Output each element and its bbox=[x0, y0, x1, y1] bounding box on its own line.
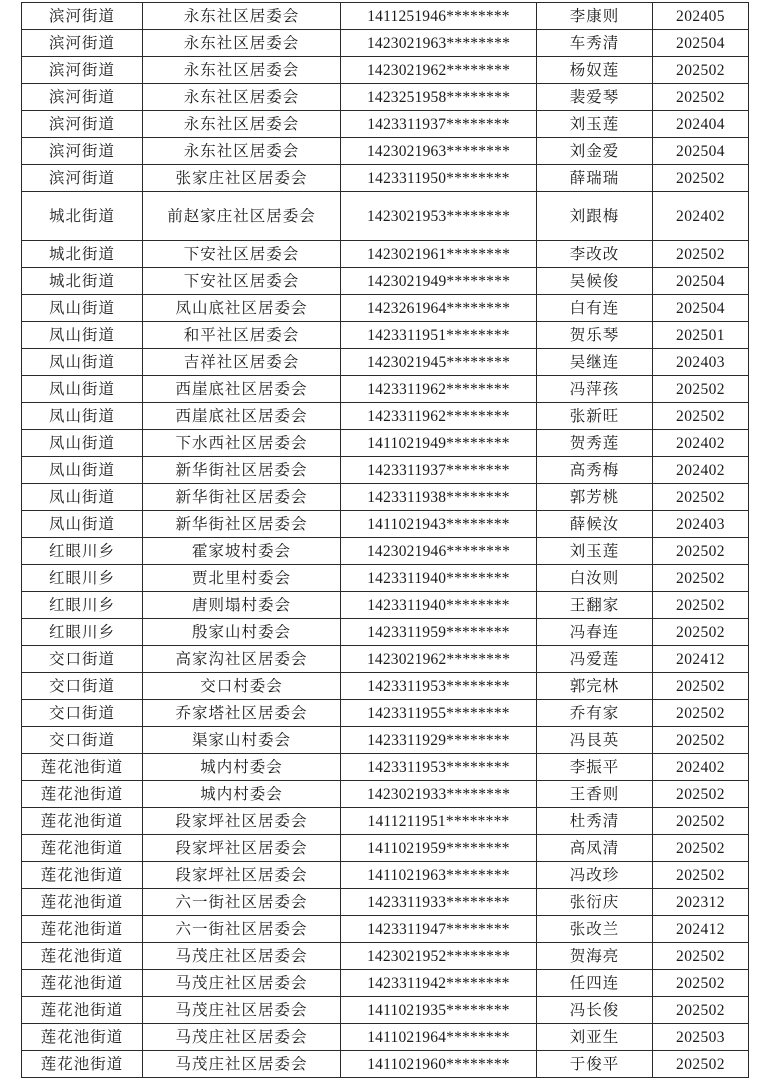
community-cell: 马茂庄社区居委会 bbox=[143, 1051, 341, 1078]
id-number-cell: 1423311953******** bbox=[341, 673, 537, 700]
name-cell: 乔有家 bbox=[537, 700, 653, 727]
community-cell: 城内村委会 bbox=[143, 754, 341, 781]
id-number-cell: 1411251946******** bbox=[341, 3, 537, 30]
name-cell: 刘亚生 bbox=[537, 1024, 653, 1051]
community-cell: 新华街社区居委会 bbox=[143, 484, 341, 511]
community-cell: 马茂庄社区居委会 bbox=[143, 1024, 341, 1051]
community-cell: 殷家山村委会 bbox=[143, 619, 341, 646]
month-cell: 202402 bbox=[653, 192, 749, 241]
month-cell: 202502 bbox=[653, 700, 749, 727]
name-cell: 吴候俊 bbox=[537, 268, 653, 295]
community-cell: 西崖底社区居委会 bbox=[143, 376, 341, 403]
street-cell: 滨河街道 bbox=[22, 57, 143, 84]
month-cell: 202502 bbox=[653, 673, 749, 700]
table-row bbox=[22, 916, 749, 943]
id-number-cell: 1423021952******** bbox=[341, 943, 537, 970]
name-cell: 高凤清 bbox=[537, 835, 653, 862]
name-cell: 刘玉莲 bbox=[537, 111, 653, 138]
street-cell: 滨河街道 bbox=[22, 30, 143, 57]
community-cell: 张家庄社区居委会 bbox=[143, 165, 341, 192]
id-number-cell: 1423311962******** bbox=[341, 403, 537, 430]
id-number-cell: 1411021935******** bbox=[341, 997, 537, 1024]
month-cell: 202502 bbox=[653, 835, 749, 862]
community-cell: 永东社区居委会 bbox=[143, 111, 341, 138]
name-cell: 郭芳桃 bbox=[537, 484, 653, 511]
roster-table bbox=[21, 2, 749, 1078]
community-cell: 下安社区居委会 bbox=[143, 241, 341, 268]
table-row bbox=[22, 565, 749, 592]
roster-body bbox=[22, 3, 749, 1078]
name-cell: 白有连 bbox=[537, 295, 653, 322]
id-number-cell: 1423311962******** bbox=[341, 376, 537, 403]
id-number-cell: 1423311953******** bbox=[341, 754, 537, 781]
table-row bbox=[22, 84, 749, 111]
street-cell: 莲花池街道 bbox=[22, 862, 143, 889]
table-row bbox=[22, 997, 749, 1024]
id-number-cell: 1423021949******** bbox=[341, 268, 537, 295]
month-cell: 202412 bbox=[653, 916, 749, 943]
month-cell: 202402 bbox=[653, 754, 749, 781]
id-number-cell: 1423021962******** bbox=[341, 646, 537, 673]
name-cell: 刘跟梅 bbox=[537, 192, 653, 241]
community-cell: 唐则塌村委会 bbox=[143, 592, 341, 619]
name-cell: 王翻家 bbox=[537, 592, 653, 619]
name-cell: 冯萍孩 bbox=[537, 376, 653, 403]
id-number-cell: 1423021962******** bbox=[341, 57, 537, 84]
table-row bbox=[22, 322, 749, 349]
month-cell: 202502 bbox=[653, 57, 749, 84]
name-cell: 冯长俊 bbox=[537, 997, 653, 1024]
table-row bbox=[22, 403, 749, 430]
id-number-cell: 1423021963******** bbox=[341, 30, 537, 57]
community-cell: 新华街社区居委会 bbox=[143, 511, 341, 538]
table-row bbox=[22, 57, 749, 84]
community-cell: 吉祥社区居委会 bbox=[143, 349, 341, 376]
name-cell: 冯艮英 bbox=[537, 727, 653, 754]
street-cell: 凤山街道 bbox=[22, 349, 143, 376]
community-cell: 贾北里村委会 bbox=[143, 565, 341, 592]
table-row bbox=[22, 889, 749, 916]
street-cell: 凤山街道 bbox=[22, 295, 143, 322]
name-cell: 杨奴莲 bbox=[537, 57, 653, 84]
name-cell: 李康则 bbox=[537, 3, 653, 30]
table-row bbox=[22, 268, 749, 295]
street-cell: 滨河街道 bbox=[22, 165, 143, 192]
month-cell: 202502 bbox=[653, 727, 749, 754]
community-cell: 段家坪社区居委会 bbox=[143, 835, 341, 862]
id-number-cell: 1423311950******** bbox=[341, 165, 537, 192]
street-cell: 滨河街道 bbox=[22, 3, 143, 30]
month-cell: 202402 bbox=[653, 430, 749, 457]
street-cell: 凤山街道 bbox=[22, 430, 143, 457]
id-number-cell: 1423311938******** bbox=[341, 484, 537, 511]
table-row bbox=[22, 138, 749, 165]
table-row bbox=[22, 1024, 749, 1051]
name-cell: 薛候汝 bbox=[537, 511, 653, 538]
table-row bbox=[22, 538, 749, 565]
table-row bbox=[22, 30, 749, 57]
community-cell: 交口村委会 bbox=[143, 673, 341, 700]
month-cell: 202403 bbox=[653, 511, 749, 538]
street-cell: 城北街道 bbox=[22, 268, 143, 295]
name-cell: 贺乐琴 bbox=[537, 322, 653, 349]
street-cell: 红眼川乡 bbox=[22, 565, 143, 592]
month-cell: 202502 bbox=[653, 997, 749, 1024]
month-cell: 202502 bbox=[653, 1051, 749, 1078]
month-cell: 202502 bbox=[653, 484, 749, 511]
table-row bbox=[22, 1051, 749, 1078]
month-cell: 202312 bbox=[653, 889, 749, 916]
month-cell: 202502 bbox=[653, 376, 749, 403]
street-cell: 莲花池街道 bbox=[22, 835, 143, 862]
table-row bbox=[22, 808, 749, 835]
community-cell: 永东社区居委会 bbox=[143, 30, 341, 57]
id-number-cell: 1423311937******** bbox=[341, 457, 537, 484]
street-cell: 莲花池街道 bbox=[22, 781, 143, 808]
name-cell: 于俊平 bbox=[537, 1051, 653, 1078]
table-row bbox=[22, 111, 749, 138]
month-cell: 202502 bbox=[653, 619, 749, 646]
id-number-cell: 1423311947******** bbox=[341, 916, 537, 943]
table-row bbox=[22, 673, 749, 700]
name-cell: 李振平 bbox=[537, 754, 653, 781]
name-cell: 裴爱琴 bbox=[537, 84, 653, 111]
table-row bbox=[22, 430, 749, 457]
community-cell: 六一街社区居委会 bbox=[143, 889, 341, 916]
street-cell: 莲花池街道 bbox=[22, 970, 143, 997]
street-cell: 凤山街道 bbox=[22, 403, 143, 430]
name-cell: 高秀梅 bbox=[537, 457, 653, 484]
street-cell: 红眼川乡 bbox=[22, 538, 143, 565]
street-cell: 滨河街道 bbox=[22, 138, 143, 165]
table-row bbox=[22, 700, 749, 727]
id-number-cell: 1423311955******** bbox=[341, 700, 537, 727]
month-cell: 202402 bbox=[653, 457, 749, 484]
id-number-cell: 1423021946******** bbox=[341, 538, 537, 565]
table-row bbox=[22, 376, 749, 403]
community-cell: 下安社区居委会 bbox=[143, 268, 341, 295]
month-cell: 202502 bbox=[653, 781, 749, 808]
street-cell: 莲花池街道 bbox=[22, 943, 143, 970]
community-cell: 段家坪社区居委会 bbox=[143, 862, 341, 889]
street-cell: 莲花池街道 bbox=[22, 1024, 143, 1051]
community-cell: 下水西社区居委会 bbox=[143, 430, 341, 457]
month-cell: 202504 bbox=[653, 30, 749, 57]
month-cell: 202502 bbox=[653, 862, 749, 889]
month-cell: 202504 bbox=[653, 268, 749, 295]
month-cell: 202404 bbox=[653, 111, 749, 138]
street-cell: 莲花池街道 bbox=[22, 889, 143, 916]
street-cell: 滨河街道 bbox=[22, 84, 143, 111]
id-number-cell: 1411021964******** bbox=[341, 1024, 537, 1051]
table-row bbox=[22, 165, 749, 192]
name-cell: 薛瑞瑞 bbox=[537, 165, 653, 192]
name-cell: 吴继连 bbox=[537, 349, 653, 376]
id-number-cell: 1423311933******** bbox=[341, 889, 537, 916]
street-cell: 城北街道 bbox=[22, 241, 143, 268]
id-number-cell: 1423311942******** bbox=[341, 970, 537, 997]
id-number-cell: 1411021963******** bbox=[341, 862, 537, 889]
community-cell: 霍家坡村委会 bbox=[143, 538, 341, 565]
street-cell: 莲花池街道 bbox=[22, 808, 143, 835]
street-cell: 莲花池街道 bbox=[22, 1051, 143, 1078]
community-cell: 凤山底社区居委会 bbox=[143, 295, 341, 322]
table-row bbox=[22, 484, 749, 511]
month-cell: 202502 bbox=[653, 592, 749, 619]
street-cell: 凤山街道 bbox=[22, 511, 143, 538]
table-row bbox=[22, 511, 749, 538]
community-cell: 马茂庄社区居委会 bbox=[143, 970, 341, 997]
month-cell: 202502 bbox=[653, 943, 749, 970]
street-cell: 凤山街道 bbox=[22, 322, 143, 349]
community-cell: 渠家山村委会 bbox=[143, 727, 341, 754]
id-number-cell: 1423021933******** bbox=[341, 781, 537, 808]
community-cell: 永东社区居委会 bbox=[143, 84, 341, 111]
street-cell: 交口街道 bbox=[22, 646, 143, 673]
month-cell: 202502 bbox=[653, 970, 749, 997]
month-cell: 202501 bbox=[653, 322, 749, 349]
community-cell: 乔家塔社区居委会 bbox=[143, 700, 341, 727]
name-cell: 冯爱莲 bbox=[537, 646, 653, 673]
id-number-cell: 1423311929******** bbox=[341, 727, 537, 754]
month-cell: 202405 bbox=[653, 3, 749, 30]
table-row bbox=[22, 727, 749, 754]
table-row bbox=[22, 457, 749, 484]
id-number-cell: 1411021943******** bbox=[341, 511, 537, 538]
name-cell: 杜秀清 bbox=[537, 808, 653, 835]
month-cell: 202504 bbox=[653, 295, 749, 322]
name-cell: 刘金爱 bbox=[537, 138, 653, 165]
id-number-cell: 1423021963******** bbox=[341, 138, 537, 165]
community-cell: 永东社区居委会 bbox=[143, 57, 341, 84]
community-cell: 前赵家庄社区居委会 bbox=[143, 192, 341, 241]
month-cell: 202412 bbox=[653, 646, 749, 673]
month-cell: 202502 bbox=[653, 565, 749, 592]
name-cell: 王香则 bbox=[537, 781, 653, 808]
month-cell: 202502 bbox=[653, 538, 749, 565]
community-cell: 马茂庄社区居委会 bbox=[143, 943, 341, 970]
table-row bbox=[22, 862, 749, 889]
community-cell: 城内村委会 bbox=[143, 781, 341, 808]
month-cell: 202503 bbox=[653, 1024, 749, 1051]
street-cell: 红眼川乡 bbox=[22, 619, 143, 646]
id-number-cell: 1423021961******** bbox=[341, 241, 537, 268]
name-cell: 张改兰 bbox=[537, 916, 653, 943]
community-cell: 西崖底社区居委会 bbox=[143, 403, 341, 430]
month-cell: 202403 bbox=[653, 349, 749, 376]
name-cell: 冯春连 bbox=[537, 619, 653, 646]
name-cell: 刘玉莲 bbox=[537, 538, 653, 565]
id-number-cell: 1423021953******** bbox=[341, 192, 537, 241]
table-row bbox=[22, 3, 749, 30]
month-cell: 202502 bbox=[653, 403, 749, 430]
table-row bbox=[22, 295, 749, 322]
community-cell: 马茂庄社区居委会 bbox=[143, 997, 341, 1024]
name-cell: 李改改 bbox=[537, 241, 653, 268]
table-row bbox=[22, 943, 749, 970]
month-cell: 202502 bbox=[653, 165, 749, 192]
street-cell: 莲花池街道 bbox=[22, 916, 143, 943]
table-row bbox=[22, 619, 749, 646]
street-cell: 莲花池街道 bbox=[22, 754, 143, 781]
id-number-cell: 1423261964******** bbox=[341, 295, 537, 322]
id-number-cell: 1411021949******** bbox=[341, 430, 537, 457]
month-cell: 202502 bbox=[653, 808, 749, 835]
id-number-cell: 1411211951******** bbox=[341, 808, 537, 835]
table-row bbox=[22, 646, 749, 673]
table-row bbox=[22, 241, 749, 268]
street-cell: 凤山街道 bbox=[22, 484, 143, 511]
street-cell: 交口街道 bbox=[22, 727, 143, 754]
id-number-cell: 1411021960******** bbox=[341, 1051, 537, 1078]
community-cell: 高家沟社区居委会 bbox=[143, 646, 341, 673]
name-cell: 贺秀莲 bbox=[537, 430, 653, 457]
table-row bbox=[22, 592, 749, 619]
community-cell: 新华街社区居委会 bbox=[143, 457, 341, 484]
name-cell: 白汝则 bbox=[537, 565, 653, 592]
table-row bbox=[22, 192, 749, 241]
street-cell: 城北街道 bbox=[22, 192, 143, 241]
community-cell: 六一街社区居委会 bbox=[143, 916, 341, 943]
month-cell: 202502 bbox=[653, 84, 749, 111]
street-cell: 莲花池街道 bbox=[22, 997, 143, 1024]
name-cell: 贺海亮 bbox=[537, 943, 653, 970]
month-cell: 202504 bbox=[653, 138, 749, 165]
name-cell: 任四连 bbox=[537, 970, 653, 997]
street-cell: 红眼川乡 bbox=[22, 592, 143, 619]
community-cell: 和平社区居委会 bbox=[143, 322, 341, 349]
community-cell: 段家坪社区居委会 bbox=[143, 808, 341, 835]
name-cell: 冯改珍 bbox=[537, 862, 653, 889]
name-cell: 郭完林 bbox=[537, 673, 653, 700]
community-cell: 永东社区居委会 bbox=[143, 138, 341, 165]
street-cell: 滨河街道 bbox=[22, 111, 143, 138]
id-number-cell: 1423021945******** bbox=[341, 349, 537, 376]
street-cell: 交口街道 bbox=[22, 700, 143, 727]
month-cell: 202502 bbox=[653, 241, 749, 268]
id-number-cell: 1411021959******** bbox=[341, 835, 537, 862]
id-number-cell: 1423311940******** bbox=[341, 565, 537, 592]
table-row bbox=[22, 835, 749, 862]
table-row bbox=[22, 781, 749, 808]
id-number-cell: 1423311940******** bbox=[341, 592, 537, 619]
name-cell: 车秀清 bbox=[537, 30, 653, 57]
table-row bbox=[22, 970, 749, 997]
street-cell: 凤山街道 bbox=[22, 376, 143, 403]
id-number-cell: 1423311959******** bbox=[341, 619, 537, 646]
name-cell: 张新旺 bbox=[537, 403, 653, 430]
table-row bbox=[22, 349, 749, 376]
table-row bbox=[22, 754, 749, 781]
id-number-cell: 1423251958******** bbox=[341, 84, 537, 111]
community-cell: 永东社区居委会 bbox=[143, 3, 341, 30]
street-cell: 凤山街道 bbox=[22, 457, 143, 484]
id-number-cell: 1423311951******** bbox=[341, 322, 537, 349]
id-number-cell: 1423311937******** bbox=[341, 111, 537, 138]
street-cell: 交口街道 bbox=[22, 673, 143, 700]
name-cell: 张衍庆 bbox=[537, 889, 653, 916]
